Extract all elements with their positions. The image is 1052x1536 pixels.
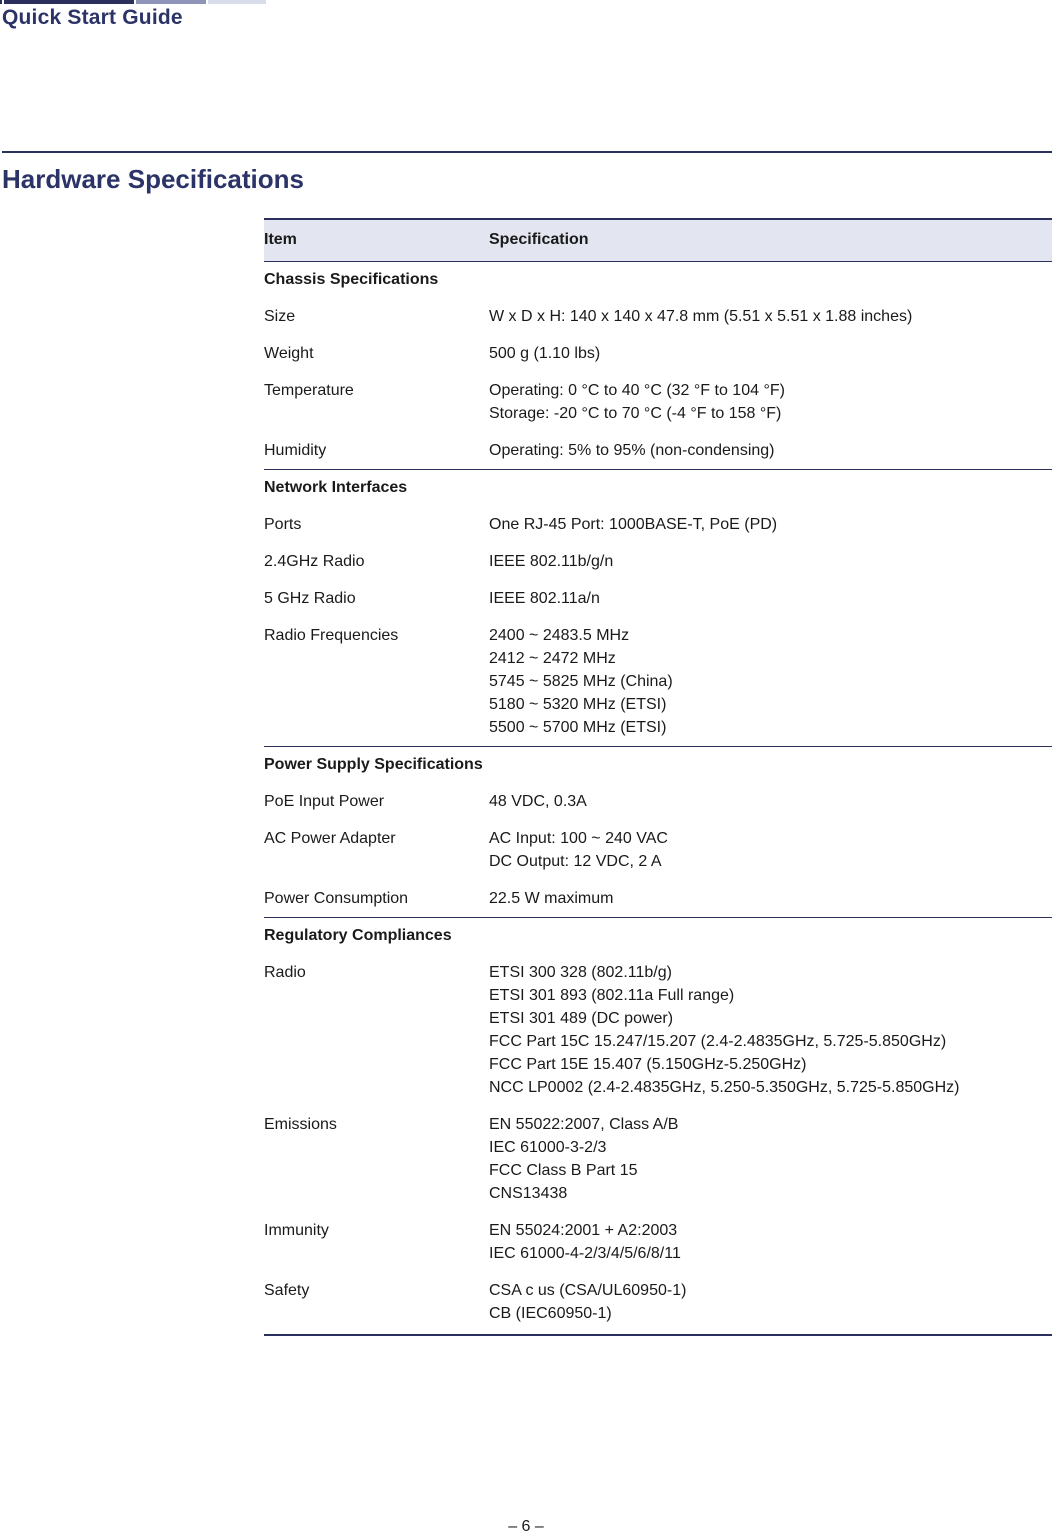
specification-line: CSA c us (CSA/UL60950-1): [489, 1282, 687, 1299]
specification-cell: [489, 880, 1052, 918]
hardware-spec-table: [264, 218, 1052, 1336]
table-row: [264, 820, 1052, 880]
item-cell: PoE Input Power: [264, 793, 385, 810]
table-body: [264, 262, 1052, 1336]
table-row: [264, 1272, 1052, 1335]
column-header-item: Item: [264, 219, 489, 262]
table-group-row: [264, 918, 1052, 955]
specification-line: FCC Class B Part 15: [489, 1162, 638, 1179]
specification-cell: [489, 1212, 1052, 1272]
item-cell: AC Power Adapter: [264, 830, 396, 847]
item-cell: Humidity: [264, 442, 327, 459]
guide-title: Quick Start Guide: [2, 6, 183, 29]
table-group-row: [264, 262, 1052, 299]
item-cell: Safety: [264, 1272, 489, 1335]
item-cell: Immunity: [264, 1222, 329, 1239]
specification-line: Storage: -20 °C to 70 °C (-4 °F to 158 °F): [489, 405, 782, 422]
item-cell: Emissions: [264, 1116, 337, 1133]
specification-line: Operating: 0 °C to 40 °C (32 °F to 104 °F): [489, 382, 785, 399]
accent-segment: [4, 0, 134, 4]
group-heading: Power Supply Specifications: [264, 747, 1052, 784]
specification-line: ETSI 301 489 (DC power): [489, 1010, 674, 1027]
specification-line: FCC Part 15C 15.247/15.207 (2.4-2.4835GHz, 5.725-5.850GHz): [489, 1033, 947, 1050]
specification-line: CB (IEC60950-1): [489, 1305, 612, 1322]
table-row: [264, 298, 1052, 335]
item-cell: Size: [264, 308, 296, 325]
table-row: [264, 543, 1052, 580]
specification-line: 48 VDC, 0.3A: [489, 793, 587, 810]
specification-cell: [489, 506, 1052, 543]
specification-line: 500 g (1.10 lbs): [489, 345, 601, 362]
section-divider: [2, 151, 1052, 153]
page-title: Hardware Specifications: [2, 164, 304, 194]
specification-line: IEC 61000-4-2/3/4/5/6/8/11: [489, 1245, 681, 1262]
specification-line: IEC 61000-3-2/3: [489, 1139, 607, 1156]
specification-cell: [489, 580, 1052, 617]
item-cell: Radio Frequencies: [264, 627, 399, 644]
specification-cell: [489, 298, 1052, 335]
table-group-row: [264, 470, 1052, 507]
specification-line: Operating: 5% to 95% (non-condensing): [489, 442, 775, 459]
specification-line: ETSI 300 328 (802.11b/g): [489, 964, 672, 981]
table-row: [264, 1212, 1052, 1272]
column-header-specification: Specification: [489, 219, 1052, 262]
item-cell: Ports: [264, 516, 302, 533]
specification-cell: [489, 372, 1052, 432]
table-row: [264, 506, 1052, 543]
table-row: [264, 580, 1052, 617]
accent-segment: [208, 0, 266, 4]
specification-line: DC Output: 12 VDC, 2 A: [489, 853, 662, 870]
item-cell: Weight: [264, 345, 314, 362]
specification-line: EN 55024:2001 + A2:2003: [489, 1222, 678, 1239]
item-cell: 2.4GHz Radio: [264, 553, 365, 570]
specification-cell: [489, 617, 1052, 747]
specification-line: One RJ-45 Port: 1000BASE-T, PoE (PD): [489, 516, 778, 533]
item-cell: 5 GHz Radio: [264, 590, 356, 607]
accent-segment: [136, 0, 206, 4]
accent-segment: [0, 0, 2, 4]
specification-cell: [489, 335, 1052, 372]
group-heading: Network Interfaces: [264, 470, 1052, 507]
specification-line: FCC Part 15E 15.407 (5.150GHz-5.250GHz): [489, 1056, 807, 1073]
table-row: [264, 432, 1052, 470]
page-number: – 6 –: [508, 1518, 544, 1535]
specification-cell: [489, 1106, 1052, 1212]
specification-line: 5745 ~ 5825 MHz (China): [489, 673, 673, 690]
table-row: [264, 783, 1052, 820]
specification-line: EN 55022:2007, Class A/B: [489, 1116, 679, 1133]
table-row: [264, 617, 1052, 747]
item-cell: Radio: [264, 964, 306, 981]
specification-cell: [489, 783, 1052, 820]
specification-cell: [489, 1272, 1052, 1335]
specification-line: 5180 ~ 5320 MHz (ETSI): [489, 696, 667, 713]
specification-line: ETSI 301 893 (802.11a Full range): [489, 987, 735, 1004]
item-cell: Temperature: [264, 382, 354, 399]
table-row: [264, 1106, 1052, 1212]
specification-line: W x D x H: 140 x 140 x 47.8 mm (5.51 x 5.51 x 1.88 inches): [489, 308, 913, 325]
item-cell: Power Consumption: [264, 890, 409, 907]
specification-line: IEEE 802.11a/n: [489, 590, 600, 607]
group-heading: Chassis Specifications: [264, 271, 439, 288]
group-heading: Regulatory Compliances: [264, 918, 1052, 955]
specification-line: 2400 ~ 2483.5 MHz: [489, 627, 630, 644]
specification-line: 2412 ~ 2472 MHz: [489, 650, 616, 667]
specification-line: CNS13438: [489, 1185, 568, 1202]
table-header-row: [264, 219, 1052, 262]
specification-line: 5500 ~ 5700 MHz (ETSI): [489, 719, 667, 736]
specification-cell: [489, 432, 1052, 470]
specification-cell: [489, 820, 1052, 880]
specification-line: AC Input: 100 ~ 240 VAC: [489, 830, 668, 847]
specification-line: IEEE 802.11b/g/n: [489, 553, 614, 570]
table-row: [264, 880, 1052, 918]
specification-line: NCC LP0002 (2.4-2.4835GHz, 5.250-5.350GHz, 5.725-5.850GHz): [489, 1079, 960, 1096]
specification-cell: [489, 954, 1052, 1106]
table-row: [264, 335, 1052, 372]
specification-cell: [489, 543, 1052, 580]
table-row: [264, 954, 1052, 1106]
specification-line: 22.5 W maximum: [489, 890, 614, 907]
table-row: [264, 372, 1052, 432]
header-accent-bar: [0, 0, 266, 4]
table-group-row: [264, 747, 1052, 784]
